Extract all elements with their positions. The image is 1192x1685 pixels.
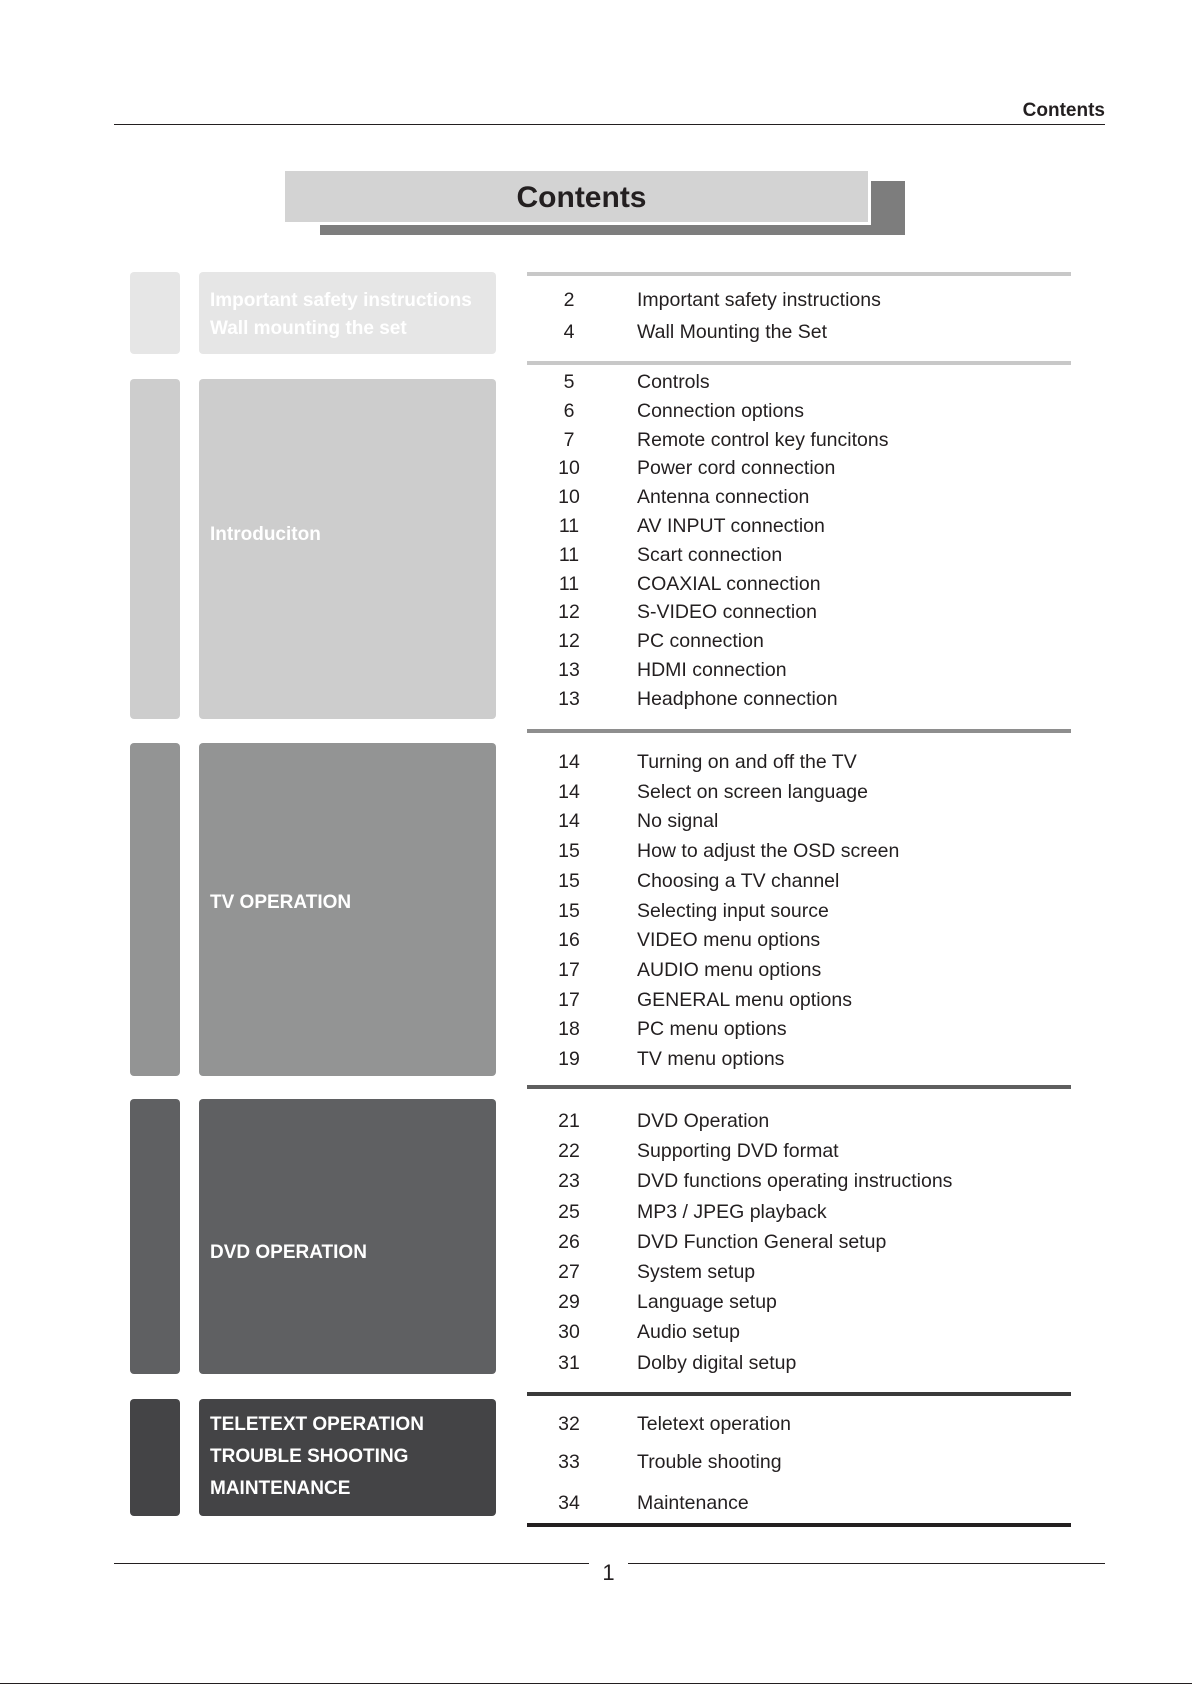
section-rule [527, 361, 1071, 365]
toc-entry[interactable] [527, 457, 1071, 483]
toc-entry-title: Language setup [637, 1291, 777, 1314]
toc-page-number: 2 [563, 289, 575, 311]
section-panel-safety [199, 272, 496, 354]
section-panel-dvd-operation [199, 1099, 496, 1374]
toc-entry[interactable] [527, 321, 1071, 347]
toc-page-number: 17 [558, 988, 580, 1011]
toc-page-number: 7 [563, 428, 575, 451]
toc-page-number: 5 [563, 371, 575, 393]
section-tab [130, 1399, 180, 1516]
toc-page-number: 18 [558, 1018, 580, 1041]
section-panel-introduction [199, 379, 496, 719]
toc-page-number: 11 [558, 515, 580, 537]
toc-entry[interactable] [527, 429, 1071, 455]
toc-entry-title: VIDEO menu options [637, 929, 821, 952]
toc-entry[interactable] [527, 1110, 1071, 1136]
toc-page-number: 13 [558, 659, 580, 681]
toc-entry-title: DVD functions operating instructions [637, 1170, 953, 1193]
toc-entry-title: Headphone connection [637, 687, 838, 710]
toc-entry-title: S-VIDEO connection [637, 601, 817, 624]
toc-entry-title: Dolby digital setup [637, 1351, 797, 1374]
toc-page-number: 16 [558, 929, 580, 952]
toc-entry[interactable] [527, 1201, 1071, 1227]
section-heading: DVD OPERATION [210, 1242, 367, 1263]
section-heading: Wall mounting the set [210, 318, 407, 339]
toc-entry-title: Selecting input source [637, 899, 829, 922]
toc-entry[interactable] [527, 659, 1071, 685]
section-rule [527, 1392, 1071, 1396]
toc-page-number: 22 [558, 1140, 580, 1163]
toc-entry[interactable] [527, 371, 1071, 397]
toc-entry[interactable] [527, 544, 1071, 570]
header-rule [114, 124, 1105, 125]
toc-entry[interactable] [527, 810, 1071, 836]
toc-entry-title: TV menu options [637, 1048, 785, 1070]
section-rule [527, 1085, 1071, 1089]
toc-entry-title: AV INPUT connection [637, 515, 825, 537]
toc-entry-title: MP3 / JPEG playback [637, 1200, 827, 1223]
toc-page-number: 14 [558, 780, 580, 803]
page-bottom-rule [0, 1683, 1192, 1684]
section-rule [527, 272, 1071, 276]
toc-entry-title: Connection options [637, 399, 804, 422]
toc-page-number: 26 [558, 1230, 580, 1253]
toc-entry-title: How to adjust the OSD screen [637, 840, 900, 863]
toc-page-number: 13 [558, 687, 580, 710]
toc-entry-title: Power cord connection [637, 457, 836, 480]
section-heading: TV OPERATION [210, 892, 352, 913]
toc-entry[interactable] [527, 1492, 1071, 1518]
toc-entry[interactable] [527, 1018, 1071, 1044]
toc-page-number: 11 [558, 572, 580, 595]
section-tab [130, 743, 180, 1076]
toc-entry-title: DVD Operation [637, 1110, 770, 1132]
toc-entry[interactable] [527, 870, 1071, 896]
section-heading: Important safety instructions [210, 290, 472, 311]
toc-entry-title: GENERAL menu options [637, 988, 852, 1011]
toc-entry-title: COAXIAL connection [637, 572, 821, 595]
toc-entry-title: Select on screen language [637, 780, 868, 803]
toc-page-number: 33 [558, 1451, 580, 1473]
toc-entry-title: Wall Mounting the Set [637, 321, 828, 343]
toc-page-number: 19 [558, 1048, 580, 1070]
toc-entry[interactable] [527, 1170, 1071, 1196]
toc-entry-title: Supporting DVD format [637, 1140, 839, 1163]
toc-entry[interactable] [527, 1291, 1071, 1317]
toc-page-number: 32 [558, 1413, 580, 1435]
toc-entry[interactable] [527, 781, 1071, 807]
toc-page-number: 30 [558, 1321, 580, 1344]
section-panel-teletext-trouble-maintenance [199, 1399, 496, 1516]
toc-entry[interactable] [527, 929, 1071, 955]
section-heading: TELETEXT OPERATION [210, 1414, 424, 1435]
toc-entry[interactable] [527, 840, 1071, 866]
toc-page-number: 6 [563, 399, 575, 422]
section-tab [130, 272, 180, 354]
toc-page-number: 12 [558, 630, 580, 653]
toc-entry[interactable] [527, 1261, 1071, 1287]
toc-entry-title: Teletext operation [637, 1413, 791, 1435]
toc-entry[interactable] [527, 486, 1071, 512]
section-heading: TROUBLE SHOOTING [210, 1446, 409, 1467]
toc-entry[interactable] [527, 1352, 1071, 1378]
page-title: Contents [516, 181, 647, 214]
page-number: 1 [602, 1560, 615, 1585]
toc-entry[interactable] [527, 989, 1071, 1015]
toc-entry[interactable] [527, 688, 1071, 714]
running-header: Contents [1022, 100, 1105, 121]
toc-entry-title: Antenna connection [637, 486, 810, 509]
toc-entry-title: PC menu options [637, 1018, 787, 1041]
toc-page-number: 27 [558, 1261, 580, 1283]
toc-page-number: 10 [558, 486, 580, 509]
toc-page-number: 11 [558, 543, 580, 566]
toc-entry-title: Trouble shooting [637, 1451, 782, 1473]
toc-page-number: 4 [563, 321, 575, 343]
toc-page-number: 17 [558, 958, 580, 981]
toc-entry-title: Controls [637, 371, 710, 393]
toc-entry[interactable] [527, 1140, 1071, 1166]
toc-entry-title: Choosing a TV channel [637, 869, 840, 892]
toc-page-number: 29 [558, 1291, 580, 1314]
toc-page-number: 21 [558, 1110, 580, 1132]
toc-page-number: 34 [558, 1492, 580, 1514]
toc-entry-title: AUDIO menu options [637, 958, 822, 981]
toc-entry-title: System setup [637, 1261, 756, 1283]
toc-entry[interactable] [527, 1413, 1071, 1439]
toc-page-number: 15 [558, 869, 580, 892]
toc-entry[interactable] [527, 959, 1071, 985]
toc-entry-title: Important safety instructions [637, 289, 881, 311]
footer-rule-right [628, 1563, 1105, 1564]
section-tab [130, 379, 180, 719]
toc-entry[interactable] [527, 751, 1071, 777]
toc-entry[interactable] [527, 1048, 1071, 1074]
closing-rule [527, 1523, 1071, 1527]
toc-entry-title: Remote control key funcitons [637, 428, 889, 451]
footer-rule-left [114, 1563, 589, 1564]
section-tab [130, 1099, 180, 1374]
section-heading: Introduciton [210, 524, 321, 545]
toc-entry[interactable] [527, 900, 1071, 926]
toc-entry-title: Audio setup [637, 1321, 740, 1344]
section-rule [527, 729, 1071, 733]
toc-entry-title: DVD Function General setup [637, 1230, 887, 1253]
toc-page-number: 23 [558, 1170, 580, 1193]
toc-entry[interactable] [527, 1321, 1071, 1347]
toc-entry-title: Scart connection [637, 543, 783, 566]
toc-entry[interactable] [527, 1451, 1071, 1477]
toc-entry[interactable] [527, 515, 1071, 541]
toc-entry[interactable] [527, 1231, 1071, 1257]
toc-entry[interactable] [527, 601, 1071, 627]
toc-entry-title: HDMI connection [637, 659, 787, 681]
toc-page-number: 10 [558, 457, 580, 480]
toc-page-number: 15 [558, 840, 580, 863]
toc-page-number: 31 [558, 1351, 580, 1374]
toc-entry[interactable] [527, 573, 1071, 599]
section-heading: MAINTENANCE [210, 1478, 351, 1499]
toc-page-number: 14 [558, 751, 580, 773]
toc-entry-title: PC connection [637, 630, 764, 653]
toc-page-number: 15 [558, 899, 580, 922]
toc-page-number: 14 [558, 810, 580, 833]
section-panel-tv-operation [199, 743, 496, 1076]
toc-page-number: 25 [558, 1200, 580, 1223]
toc-entry-title: No signal [637, 810, 719, 833]
toc-entry[interactable] [527, 630, 1071, 656]
toc-entry-title: Maintenance [637, 1492, 749, 1514]
toc-page-number: 12 [558, 601, 580, 624]
toc-entry[interactable] [527, 289, 1071, 315]
toc-entry[interactable] [527, 400, 1071, 426]
toc-entry-title: Turning on and off the TV [637, 751, 857, 773]
